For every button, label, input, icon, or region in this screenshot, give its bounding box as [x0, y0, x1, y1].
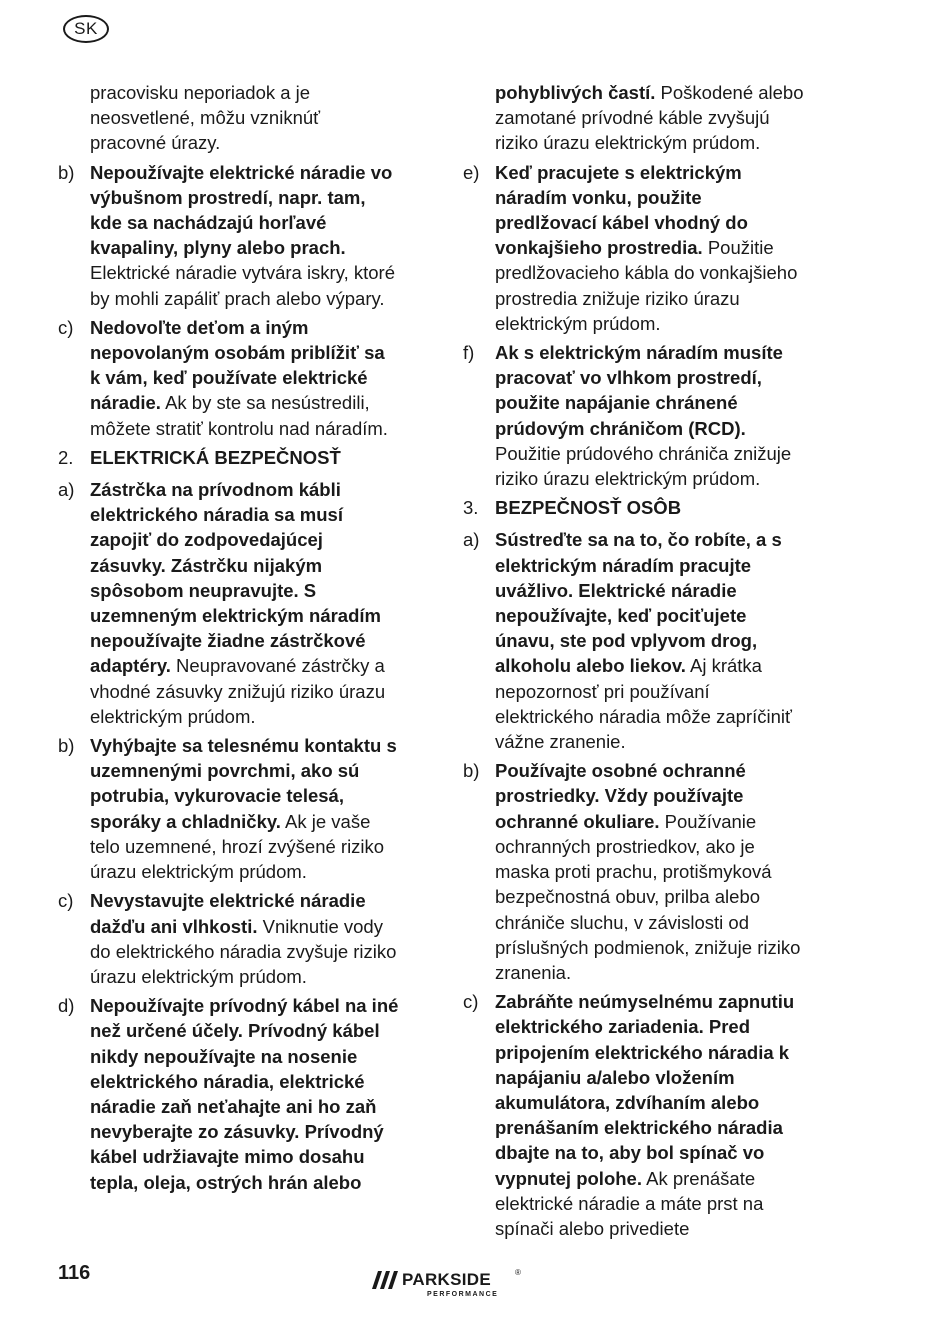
item-bold: Používajte osobné ochranné prostriedky. Vždy používajte ochranné okuliare.	[495, 760, 746, 832]
item-bold: Nepoužívajte elektrické náradie vo výbušnom prostredí, napr. tam, kde sa nachádzajú horľavé kvapaliny, plyny alebo prach.	[90, 161, 393, 259]
item-text	[495, 527, 805, 754]
section-heading-2	[58, 445, 400, 470]
item-normal: Vniknutie vody do elektrického náradia zvyšuje riziko úrazu elektrickým prúdom.	[90, 915, 397, 987]
item-label: e)	[463, 161, 480, 183]
item-text	[495, 340, 805, 491]
item-label: c)	[58, 890, 74, 912]
section-title: ELEKTRICKÁ BEZPEČNOSŤ	[90, 446, 341, 468]
rule-3c	[463, 989, 805, 1241]
section-number: 3.	[463, 497, 479, 519]
rule-1b	[58, 160, 400, 311]
item-text	[90, 315, 400, 441]
item-text	[495, 758, 805, 985]
item-text	[90, 477, 400, 729]
item-normal: Ak by ste sa nesústredili, môžete stratiť kontrolu nad náradím.	[90, 392, 388, 439]
item-label: b)	[58, 735, 75, 757]
item-normal: Použitie prúdového chrániča znižuje riziko úrazu elektrickým prúdom.	[495, 442, 792, 490]
rule-2a	[58, 477, 400, 729]
item-label: d)	[58, 995, 75, 1017]
brand-registered-mark: ®	[515, 1268, 521, 1277]
item-bold: Nepoužívajte prívodný kábel na iné než určené účely. Prívodný kábel nikdy nepoužívajte na nosenie elektrického náradia, elektrické náradie zaň neťahajte ani ho zaň nevyberajte zo zásuvky. Prívodný kábel udržiavajte mimo dosahu tepla, oleja, ostrých hrán alebo	[90, 995, 399, 1193]
item-label: b)	[58, 161, 75, 183]
item-text	[495, 989, 805, 1241]
item-label: f)	[463, 342, 475, 364]
item-label: a)	[58, 479, 75, 501]
rule-3a	[463, 527, 805, 754]
rule-2f	[463, 340, 805, 491]
continued-paragraph	[463, 80, 805, 156]
item-text	[90, 733, 400, 884]
brand-name: PARKSIDE	[402, 1270, 491, 1289]
item-label: a)	[463, 529, 480, 551]
continued-paragraph: pracovisku neporiadok a je neosvetlené, môžu vzniknúť pracovné úrazy.	[90, 82, 321, 154]
item-text	[90, 888, 400, 989]
rule-2e	[463, 160, 805, 336]
item-bold: Zástrčka na prívodnom kábli elektrického náradia sa musí zapojiť do zodpovedajúcej zásuvky. Zástrčku nijakým spôsobom neupravujte. S uzemneným elektrickým náradím nepoužívajte žiadne zástrčkové adaptéry.	[90, 479, 381, 677]
continued-bold: pohyblivých častí.	[495, 82, 656, 103]
item-text	[90, 993, 400, 1195]
item-label: b)	[463, 760, 480, 782]
page-number: 116	[58, 1262, 91, 1284]
item-text	[90, 160, 400, 311]
item-normal: Používanie ochranných prostriedkov, ako je maska proti prachu, protišmyková bezpečnostná obuv, prilba alebo chrániče sluchu, v závislosti od príslušných podmienok, znižuje riziko zranenia.	[495, 810, 801, 983]
section-number: 2.	[58, 446, 74, 468]
rule-3b	[463, 758, 805, 985]
item-label: c)	[463, 991, 479, 1013]
brand-logo	[372, 1270, 532, 1304]
item-normal: Aj krátka nepozornosť pri používaní elektrického náradia môže zapríčiniť vážne zranenie.	[495, 655, 792, 753]
item-normal: Elektrické náradie vytvára iskry, ktoré by mohli zapáliť prach alebo výpary.	[90, 262, 396, 309]
language-code: SK	[74, 19, 98, 38]
item-bold: Vyhýbajte sa telesnému kontaktu s uzemnenými povrchmi, ako sú potrubia, vykurovacie telesá, sporáky a chladničky.	[90, 735, 397, 832]
item-normal: Neupravované zástrčky a vhodné zásuvky znižujú riziko úrazu elektrickým prúdom.	[90, 655, 386, 727]
item-bold: Nevystavujte elektrické náradie dažďu ani vlhkosti.	[90, 890, 366, 937]
section-title: BEZPEČNOSŤ OSÔB	[495, 497, 682, 519]
item-normal: Ak je vaše telo uzemnené, hrozí zvýšené riziko úrazu elektrickým prúdom.	[90, 810, 385, 883]
item-bold: Nedovoľte deťom a iným nepovolaným osobám priblížiť sa k vám, keď používate elektrické náradie.	[90, 316, 385, 414]
item-normal: Použitie predlžovacieho kábla do vonkajšieho prostredia znižuje riziko úrazu elektrickým prúdom.	[495, 237, 798, 334]
item-bold: Sústreďte sa na to, čo robíte, a s elektrickým náradím pracujte uvážlivo. Elektrické náradie nepoužívajte, keď pociťujete únavu, ste pod vplyvom drog, alkoholu alebo liekov.	[495, 529, 782, 677]
language-badge	[63, 15, 109, 43]
rule-2c	[58, 888, 400, 989]
item-normal: Ak prenášate elektrické náradie a máte prst na spínači alebo privediete	[495, 1167, 764, 1239]
rule-2b	[58, 733, 400, 884]
left-column	[58, 80, 400, 1199]
item-bold: Keď pracujete s elektrickým náradím vonku, použite predlžovací kábel vhodný do vonkajšieho prostredia.	[495, 161, 748, 259]
rule-1c	[58, 315, 400, 441]
brand-subline: PERFORMANCE	[427, 1291, 499, 1298]
brand-slashes-icon	[372, 1270, 400, 1290]
right-column	[463, 80, 805, 1245]
continued-normal: Poškodené alebo zamotané prívodné káble zvyšujú riziko úrazu elektrickým prúdom.	[495, 82, 804, 154]
item-text	[495, 160, 805, 336]
section-heading-3	[463, 495, 805, 520]
item-label: c)	[58, 316, 74, 338]
item-bold: Ak s elektrickým náradím musíte pracovať vo vlhkom prostredí, použite napájanie chránené prúdovým chráničom (RCD).	[495, 342, 783, 439]
rule-2d	[58, 993, 400, 1195]
item-bold: Zabráňte neúmyselnému zapnutiu elektrického zariadenia. Pred pripojením elektrického náradia k napájaniu a/alebo vložením akumulátora, zdvíhaním alebo prenášaním elektrického náradia dbajte na to, aby bol spínač vo vypnutej polohe.	[495, 991, 795, 1189]
